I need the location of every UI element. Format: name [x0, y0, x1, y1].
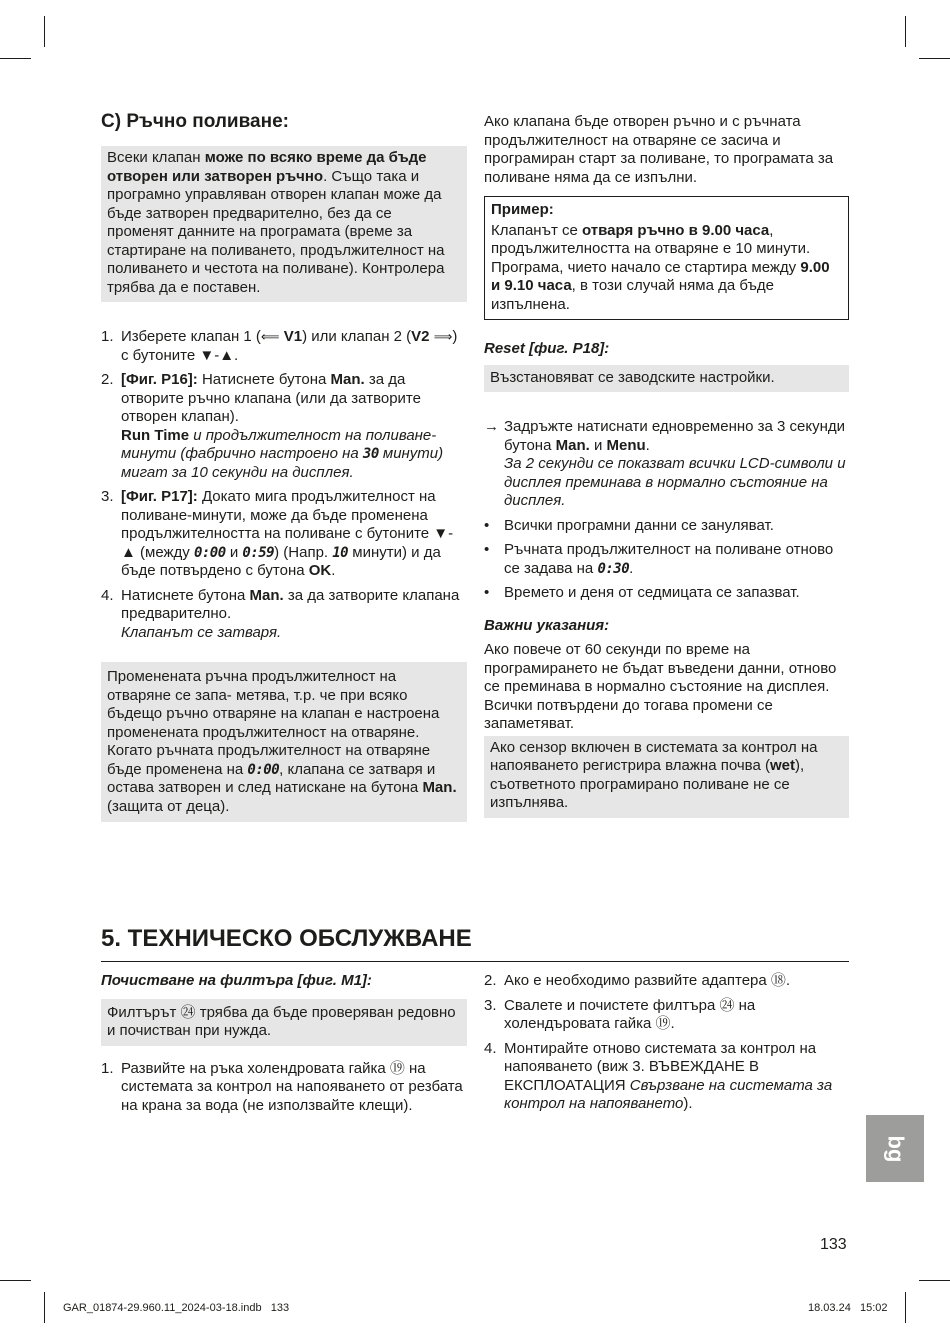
- page-number: 133: [820, 1236, 847, 1253]
- crop-mark: [44, 16, 45, 47]
- example-title: Пример:: [491, 201, 554, 218]
- crop-mark: [919, 58, 950, 59]
- chapter-left-column: [101, 972, 467, 1121]
- step-text: за да затворите клапана предварително.: [121, 586, 460, 622]
- item-text: .: [645, 436, 650, 454]
- example-text: Клапанът се: [491, 221, 583, 239]
- note-text: , клапана се затваря и остава затворен и след натискане на бутона: [107, 760, 436, 796]
- list-item: [484, 517, 849, 536]
- step-text: ) или клапан 2 (: [302, 328, 412, 345]
- item-text: и: [589, 436, 607, 454]
- list-item: [484, 541, 849, 578]
- button-name: OK: [308, 562, 332, 579]
- reset-title: Reset [фиг. P18]:: [484, 340, 610, 357]
- step-text: Докато мига продължителност на поливане-минути, може да бъде променена продължителността на поливане с бутоните ▼-▲ (между: [121, 488, 454, 561]
- intro-bold: може по всяко време да бъде отворен или затворен ръчно: [107, 149, 427, 185]
- step-number: 2.: [484, 972, 497, 989]
- item-text: Времето и деня от седмицата се запазват.: [504, 584, 800, 601]
- left-column: [101, 110, 467, 822]
- item-text: Задръжте натиснати едновременно за 3 секунди бутона: [504, 418, 846, 454]
- step-text: ).: [683, 1095, 693, 1112]
- step-text: Изберете клапан 1 (: [121, 328, 261, 345]
- important-text: Ако повече от 60 секунди по време на програмирането не бъдат въведени данни, отново се преминава в нормално състояние на дисплея. Всички потвърдени до тогава промени се запаметяват.: [484, 641, 837, 732]
- step-text: Натиснете бутона: [121, 586, 250, 604]
- example-bold: 9.00 и 9.10 часа: [491, 258, 830, 294]
- arrow-left-icon: ⟸: [260, 329, 280, 344]
- right-column: [484, 113, 849, 818]
- section-title: C) Ръчно поливане:: [101, 111, 289, 132]
- arrow-right-icon: ⟹: [433, 329, 453, 344]
- step-text: Монтирайте отново системата за контрол на напояването (виж 3. ВЪВЕЖДАНЕ В ЕКСПЛОАТАЦИЯ: [504, 1039, 817, 1094]
- step-text: Натиснете бутона: [197, 371, 331, 388]
- intro-box: [101, 146, 467, 302]
- step-number: 3.: [101, 488, 114, 505]
- example-text: , в този случай няма да бъде изпълнена.: [491, 277, 774, 313]
- list-item: [101, 1060, 467, 1116]
- figure-ref: [Фиг. P17]:: [121, 488, 198, 505]
- footer-file-info: GAR_01874-29.960.11_2024-03-18.indb 133: [63, 1302, 290, 1314]
- step-number: 2.: [101, 371, 114, 388]
- bullet-icon: •: [484, 584, 490, 601]
- item-text: Всички програмни данни се зануляват.: [504, 516, 774, 534]
- list-item: [484, 418, 849, 511]
- crop-mark: [919, 1280, 950, 1281]
- language-tab: [866, 1115, 924, 1182]
- step-number: 4.: [101, 586, 114, 604]
- lcd-value: 0:30: [597, 560, 630, 577]
- sensor-text: ), съответното програмирано поливане не се изпълнява.: [490, 757, 805, 811]
- step-text: за да отворите ръчно клапана (или да затворите отворен клапан).: [121, 371, 421, 425]
- list-item: [484, 972, 849, 991]
- item-text: .: [629, 559, 634, 577]
- list-item: [101, 488, 467, 581]
- chapter-title: 5. ТЕХНИЧЕСКО ОБСЛУЖВАНЕ: [101, 924, 849, 962]
- filter-steps-continued: [484, 972, 849, 1114]
- list-item: [484, 584, 849, 603]
- step-number: 1.: [101, 1059, 114, 1077]
- arrow-right-icon: →: [484, 418, 499, 435]
- button-name: Man.: [422, 779, 457, 796]
- valve-label: V1: [283, 328, 303, 345]
- list-item: [101, 587, 467, 643]
- crop-mark: [905, 1292, 906, 1323]
- button-name: Man.: [330, 371, 365, 388]
- lcd-value: 0:00: [193, 544, 226, 561]
- step-text: ) (Напр.: [274, 543, 333, 561]
- footer-date: 18.03.24 15:02: [808, 1302, 888, 1314]
- list-item: [484, 1040, 849, 1114]
- step-italic: Клапанът се затваря.: [121, 623, 282, 641]
- list-item: [101, 328, 467, 365]
- step-text: Развийте на ръка холендровата гайка ⑲ на системата за контрол на напояването от резбата на крана за вода (не използвайте клещи).: [121, 1059, 463, 1114]
- reset-box: Възстановяват се заводските настройки.: [484, 365, 849, 393]
- sensor-box: [484, 736, 849, 818]
- bullet-icon: •: [484, 541, 490, 558]
- step-italic: Свързване на системата за контрол на напояването: [504, 1076, 833, 1112]
- item-italic: За 2 секунди се показват всички LCD-символи и дисплея преминава в нормално състояние на дисплея.: [504, 455, 846, 509]
- step-italic: минути) мигат за 10 секунди на дисплея.: [121, 445, 444, 481]
- important-title: Важни указания:: [484, 616, 610, 634]
- step-number: 4.: [484, 1039, 497, 1057]
- valve-label: V2: [411, 328, 430, 345]
- figure-ref: [Фиг. P16]:: [121, 371, 198, 388]
- filter-steps: [101, 1060, 467, 1116]
- step-text: Свалете и почистете филтъра ㉔ на холендъровата гайка ⑲.: [504, 996, 756, 1032]
- example-box: [484, 196, 849, 320]
- step-italic: и продължителност на поливане-минути (фабрично настроено на: [121, 426, 437, 462]
- display-label: Run Time: [121, 426, 190, 444]
- note-box: [101, 662, 467, 822]
- crop-mark: [0, 1280, 31, 1281]
- step-text: минути) и да бъде потвърдено с бутона: [121, 543, 441, 579]
- note-text: Променената ръчна продължителност на отваряне се запа- метява, т.р. че при всяко бъдещо ръчно отваряне на клапан е настроена променената продължителност на отваряне. Когато ръчната продължителност на отваряне бъде променена на: [107, 668, 440, 778]
- lcd-value: 0:59: [242, 544, 275, 561]
- button-name: Menu: [606, 436, 646, 454]
- chapter-5: [101, 924, 849, 1114]
- example-bold: отваря ръчно в 9.00 часа: [582, 221, 770, 239]
- lcd-value: 30: [362, 446, 379, 462]
- language-tab-label: bg: [883, 1135, 909, 1162]
- list-item: [101, 371, 467, 482]
- list-item: [484, 997, 849, 1034]
- step-text: и: [225, 543, 243, 561]
- button-name: Man.: [555, 436, 590, 454]
- item-text: Ръчната продължителност на поливане отново се задава на: [504, 541, 834, 577]
- crop-mark: [44, 1292, 45, 1323]
- intro-text-end: . Също така и програмно управляван отворен клапан може да бъде затворен предварително, без да се променят данните на програмата (време за стартиране на поливането, продължителност на поливането и честота на поливане). Контролера трябва да е поставен.: [107, 167, 445, 296]
- note-text: (защита от деца).: [107, 797, 230, 815]
- bullet-icon: •: [484, 516, 490, 534]
- step-text: .: [331, 562, 336, 579]
- filter-box: Филтърът ㉔ трябва да бъде проверяван редовно и почистван при нужда.: [101, 999, 467, 1046]
- reset-list: [484, 418, 849, 603]
- sensor-text: Ако сензор включен в системата за контрол на напояването регистрира влажна почва (: [490, 738, 818, 774]
- lcd-value: 0:00: [247, 761, 280, 778]
- chapter-right-column: [484, 972, 849, 1120]
- example-text: , продължителността на отваряне е 10 минути. Програма, чието начало се стартира между: [491, 221, 811, 276]
- step-number: 1.: [101, 328, 114, 345]
- wet-label: wet: [769, 757, 795, 774]
- button-name: Man.: [249, 586, 284, 604]
- intro-text: Всеки клапан: [107, 149, 205, 166]
- step-number: 3.: [484, 996, 497, 1014]
- step-text: ) с бутоните ▼-▲.: [121, 328, 458, 364]
- crop-mark: [905, 16, 906, 47]
- steps-list: [101, 328, 467, 642]
- filter-title: Почистване на филтъра [фиг. M1]:: [101, 972, 372, 989]
- step-text: Ако е необходимо развийте адаптера ⑱.: [504, 972, 791, 989]
- paragraph: Ако клапана бъде отворен ръчно и с ръчната продължителност на отваряне се засича и програмиран старт за поливане, то програмата за поливане няма да се изпълни.: [484, 113, 834, 186]
- crop-mark: [0, 58, 31, 59]
- lcd-value: 10: [332, 544, 349, 561]
